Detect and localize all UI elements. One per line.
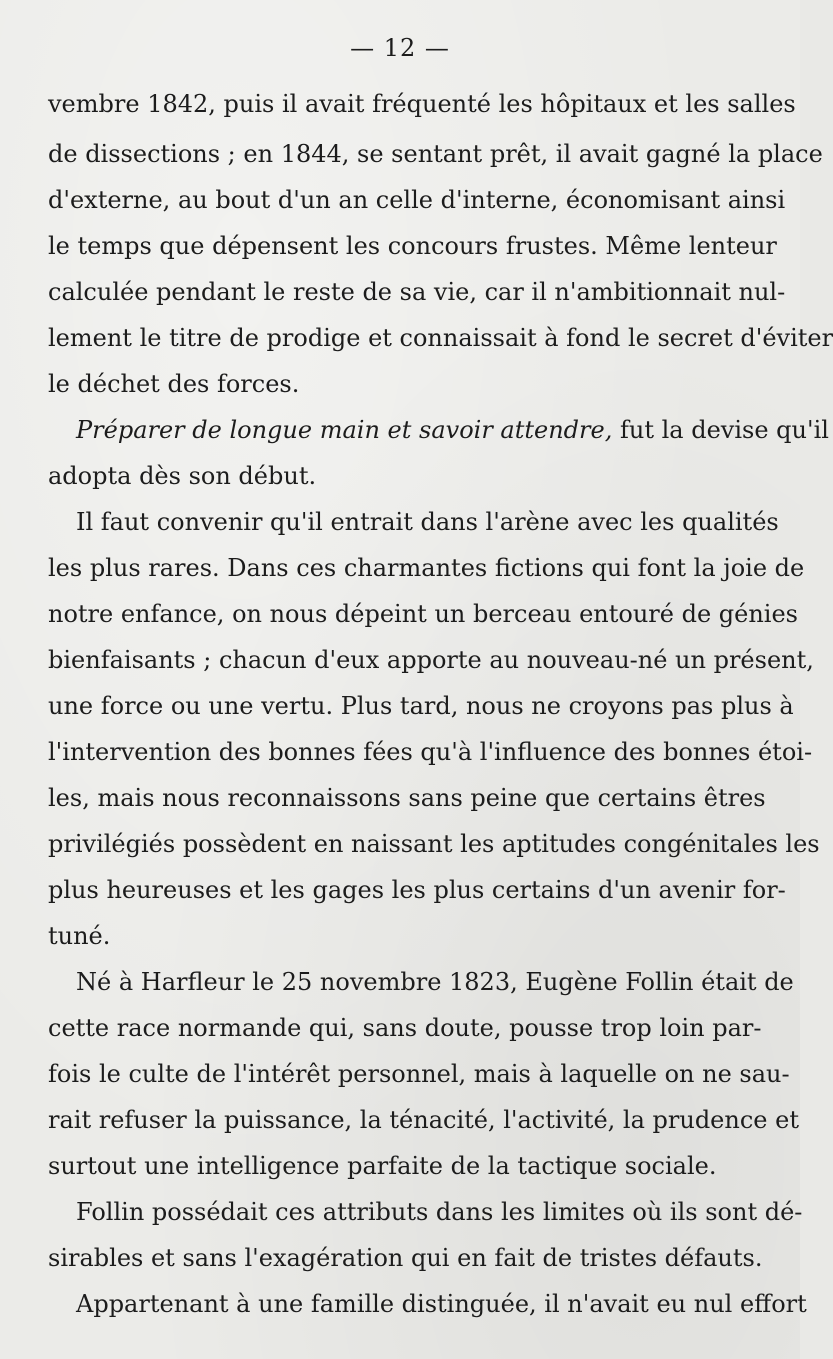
text-line: Né à Harfleur le 25 novembre 1823, Eugène Follin était de: [76, 968, 794, 996]
text-line: les plus rares. Dans ces charmantes fictions qui font la joie de: [48, 554, 805, 582]
motto-line: [76, 414, 829, 446]
text-line: sirables et sans l'exagération qui en fait de tristes défauts.: [48, 1244, 763, 1272]
motto-italic: Préparer de longue main et savoir attendre,: [76, 416, 613, 444]
text-line: Follin possédait ces attributs dans les limites où ils sont dé-: [76, 1198, 803, 1226]
text-line: tuné.: [48, 922, 111, 950]
text-line: le déchet des forces.: [48, 370, 300, 398]
text-line: calculée pendant le reste de sa vie, car il n'ambitionnait nul-: [48, 278, 786, 306]
text-line: cette race normande qui, sans doute, pousse trop loin par-: [48, 1014, 762, 1042]
text-line: plus heureuses et les gages les plus certains d'un avenir for-: [48, 876, 786, 904]
text-line: de dissections ; en 1844, se sentant prêt, il avait gagné la place: [48, 140, 823, 168]
text-line: fois le culte de l'intérêt personnel, mais à laquelle on ne sau-: [48, 1060, 790, 1088]
text-line: les, mais nous reconnaissons sans peine que certains êtres: [48, 784, 766, 812]
text-line: l'intervention des bonnes fées qu'à l'influence des bonnes étoi-: [48, 738, 813, 766]
page-number: — 12 —: [350, 34, 450, 62]
text-line: rait refuser la puissance, la ténacité, l'activité, la prudence et: [48, 1106, 799, 1134]
text-line: le temps que dépensent les concours frustes. Même lenteur: [48, 232, 777, 260]
text-line: d'externe, au bout d'un an celle d'interne, économisant ainsi: [48, 186, 786, 214]
text-line: notre enfance, on nous dépeint un berceau entouré de génies: [48, 600, 798, 628]
text-line: bienfaisants ; chacun d'eux apporte au nouveau-né un présent,: [48, 646, 814, 674]
text-line: adopta dès son début.: [48, 462, 317, 490]
motto-rest: fut la devise qu'il: [619, 416, 829, 444]
text-line: vembre 1842, puis il avait fréquenté les hôpitaux et les salles: [48, 90, 796, 118]
text-line: une force ou une vertu. Plus tard, nous ne croyons pas plus à: [48, 692, 794, 720]
text-line: privilégiés possèdent en naissant les aptitudes congénitales les: [48, 830, 820, 858]
text-line: Il faut convenir qu'il entrait dans l'arène avec les qualités: [76, 508, 779, 536]
text-line: Appartenant à une famille distinguée, il n'avait eu nul effort: [76, 1290, 807, 1318]
text-line: lement le titre de prodige et connaissait à fond le secret d'éviter: [48, 324, 833, 352]
text-line: surtout une intelligence parfaite de la tactique sociale.: [48, 1152, 717, 1180]
